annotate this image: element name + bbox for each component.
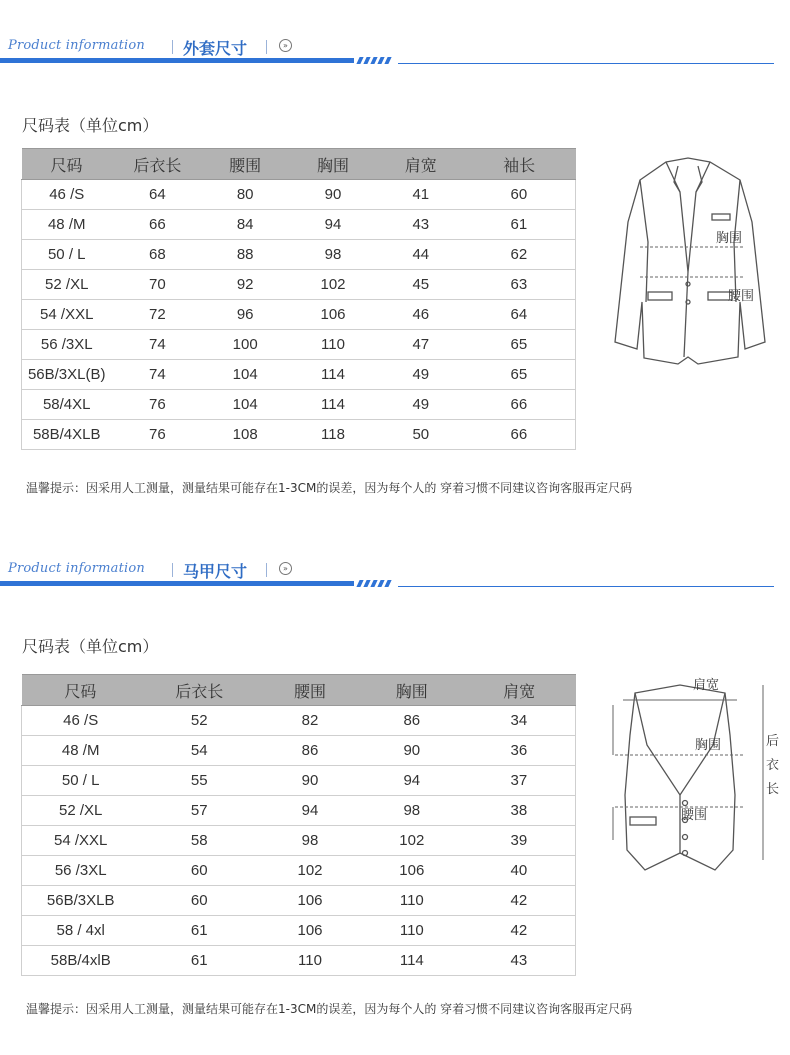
size-chart-title: 尺码表（单位cm） (22, 116, 159, 135)
table-cell: 88 (203, 240, 287, 270)
table-cell: 110 (361, 916, 463, 946)
table-cell: 114 (361, 946, 463, 976)
section-banner (0, 34, 790, 74)
table-cell: 47 (379, 330, 463, 360)
table-cell: 90 (287, 180, 379, 210)
table-row (22, 706, 576, 736)
length-label-char: 后 (766, 734, 780, 749)
table-row (22, 210, 576, 240)
table-cell: 92 (203, 270, 287, 300)
table-cell: 48 /M (22, 210, 112, 240)
table-cell: 38 (463, 796, 576, 826)
table-row (22, 390, 576, 420)
table-row (22, 886, 576, 916)
banner-divider (172, 563, 173, 577)
column-header: 后衣长 (111, 149, 203, 180)
table-cell: 104 (203, 390, 287, 420)
table-cell: 60 (139, 856, 259, 886)
table-cell: 102 (361, 826, 463, 856)
table-cell: 34 (463, 706, 576, 736)
table-row (22, 856, 576, 886)
table-cell: 76 (111, 420, 203, 450)
table-row (22, 300, 576, 330)
banner-divider (172, 40, 173, 54)
table-cell: 43 (463, 946, 576, 976)
banner-divider (266, 563, 267, 577)
table-cell: 94 (259, 796, 361, 826)
table-cell: 106 (259, 886, 361, 916)
table-cell: 64 (463, 300, 576, 330)
column-header: 胸围 (361, 675, 463, 706)
table-cell: 110 (259, 946, 361, 976)
table-cell: 52 /XL (22, 796, 140, 826)
waist-label: 腰围 (681, 808, 708, 823)
table-cell: 90 (259, 766, 361, 796)
chest-label: 胸围 (695, 738, 722, 753)
table-cell: 62 (463, 240, 576, 270)
table-cell: 46 /S (22, 706, 140, 736)
vest-figure (605, 675, 785, 880)
table-row (22, 736, 576, 766)
measurement-note: 温馨提示：因采用人工测量，测量结果可能存在1-3CM的误差，因为每个人的 穿着习惯不同建议咨询客服再定尺码 (26, 1002, 633, 1016)
length-label-char: 衣 (766, 758, 780, 773)
table-cell: 37 (463, 766, 576, 796)
table-cell: 49 (379, 390, 463, 420)
table-cell: 66 (111, 210, 203, 240)
table-cell: 58 / 4xl (22, 916, 140, 946)
measurement-note: 温馨提示：因采用人工测量，测量结果可能存在1-3CM的误差，因为每个人的 穿着习惯不同建议咨询客服再定尺码 (26, 481, 633, 495)
length-label-char: 长 (766, 782, 780, 797)
section-title: 马甲尺寸 (183, 562, 248, 581)
column-header: 腰围 (259, 675, 361, 706)
table-cell: 42 (463, 916, 576, 946)
table-cell: 54 /XXL (22, 300, 112, 330)
table-cell: 40 (463, 856, 576, 886)
table-cell: 44 (379, 240, 463, 270)
vest-section (0, 557, 790, 1027)
table-cell: 58B/4xlB (22, 946, 140, 976)
table-cell: 45 (379, 270, 463, 300)
table-cell: 102 (287, 270, 379, 300)
table-cell: 64 (111, 180, 203, 210)
column-header: 胸围 (287, 149, 379, 180)
column-header: 肩宽 (463, 675, 576, 706)
table-cell: 60 (463, 180, 576, 210)
table-row (22, 240, 576, 270)
table-cell: 94 (361, 766, 463, 796)
table-cell: 90 (361, 736, 463, 766)
table-cell: 54 /XXL (22, 826, 140, 856)
table-cell: 84 (203, 210, 287, 240)
table-cell: 58 (139, 826, 259, 856)
table-row (22, 420, 576, 450)
jacket-size-table (21, 148, 576, 450)
table-cell: 56 /3XL (22, 330, 112, 360)
chest-label: 胸围 (716, 231, 743, 246)
jacket-figure (600, 152, 785, 372)
table-cell: 63 (463, 270, 576, 300)
table-cell: 74 (111, 330, 203, 360)
table-cell: 60 (139, 886, 259, 916)
table-cell: 98 (259, 826, 361, 856)
table-cell: 96 (203, 300, 287, 330)
banner-script-text: Product information (8, 561, 145, 576)
table-row (22, 330, 576, 360)
table-cell: 98 (287, 240, 379, 270)
table-cell: 42 (463, 886, 576, 916)
table-cell: 65 (463, 360, 576, 390)
banner-divider (266, 40, 267, 54)
column-header: 尺码 (22, 149, 112, 180)
table-row (22, 826, 576, 856)
table-cell: 39 (463, 826, 576, 856)
table-cell: 74 (111, 360, 203, 390)
table-cell: 56 /3XL (22, 856, 140, 886)
table-cell: 49 (379, 360, 463, 390)
table-cell: 61 (139, 916, 259, 946)
table-cell: 102 (259, 856, 361, 886)
table-cell: 50 / L (22, 766, 140, 796)
table-cell: 46 (379, 300, 463, 330)
column-header: 尺码 (22, 675, 140, 706)
table-cell: 104 (203, 360, 287, 390)
table-cell: 46 /S (22, 180, 112, 210)
table-cell: 61 (139, 946, 259, 976)
table-cell: 100 (203, 330, 287, 360)
banner-script-text: Product information (8, 38, 145, 53)
table-cell: 57 (139, 796, 259, 826)
table-cell: 48 /M (22, 736, 140, 766)
table-row (22, 270, 576, 300)
table-cell: 108 (203, 420, 287, 450)
table-cell: 55 (139, 766, 259, 796)
table-cell: 106 (287, 300, 379, 330)
table-row (22, 180, 576, 210)
table-cell: 86 (259, 736, 361, 766)
table-cell: 110 (287, 330, 379, 360)
table-cell: 65 (463, 330, 576, 360)
vest-size-table (21, 674, 576, 976)
waist-label: 腰围 (728, 289, 755, 304)
table-row (22, 796, 576, 826)
column-header: 袖长 (463, 149, 576, 180)
column-header: 肩宽 (379, 149, 463, 180)
table-cell: 76 (111, 390, 203, 420)
table-cell: 54 (139, 736, 259, 766)
table-cell: 52 (139, 706, 259, 736)
table-cell: 36 (463, 736, 576, 766)
table-cell: 66 (463, 390, 576, 420)
table-cell: 118 (287, 420, 379, 450)
table-header-row (22, 149, 576, 180)
table-cell: 114 (287, 360, 379, 390)
table-row (22, 946, 576, 976)
column-header: 后衣长 (139, 675, 259, 706)
table-cell: 114 (287, 390, 379, 420)
table-cell: 70 (111, 270, 203, 300)
table-header-row (22, 675, 576, 706)
table-cell: 110 (361, 886, 463, 916)
table-cell: 106 (361, 856, 463, 886)
table-cell: 94 (287, 210, 379, 240)
table-cell: 58/4XL (22, 390, 112, 420)
table-cell: 86 (361, 706, 463, 736)
circle-arrow-right-icon[interactable]: » (279, 39, 292, 52)
column-header: 腰围 (203, 149, 287, 180)
table-row (22, 766, 576, 796)
section-title: 外套尺寸 (183, 39, 248, 58)
section-banner (0, 557, 790, 597)
table-cell: 68 (111, 240, 203, 270)
shoulder-label: 肩宽 (693, 678, 720, 693)
table-cell: 52 /XL (22, 270, 112, 300)
table-cell: 50 / L (22, 240, 112, 270)
table-cell: 41 (379, 180, 463, 210)
table-cell: 50 (379, 420, 463, 450)
table-cell: 80 (203, 180, 287, 210)
table-cell: 43 (379, 210, 463, 240)
table-row (22, 360, 576, 390)
table-cell: 66 (463, 420, 576, 450)
table-cell: 56B/3XL(B) (22, 360, 112, 390)
table-cell: 58B/4XLB (22, 420, 112, 450)
table-cell: 106 (259, 916, 361, 946)
table-row (22, 916, 576, 946)
circle-arrow-right-icon[interactable]: » (279, 562, 292, 575)
table-cell: 82 (259, 706, 361, 736)
table-cell: 72 (111, 300, 203, 330)
table-cell: 98 (361, 796, 463, 826)
jacket-section (0, 34, 790, 504)
size-chart-title: 尺码表（单位cm） (22, 637, 159, 656)
table-cell: 56B/3XLB (22, 886, 140, 916)
table-cell: 61 (463, 210, 576, 240)
